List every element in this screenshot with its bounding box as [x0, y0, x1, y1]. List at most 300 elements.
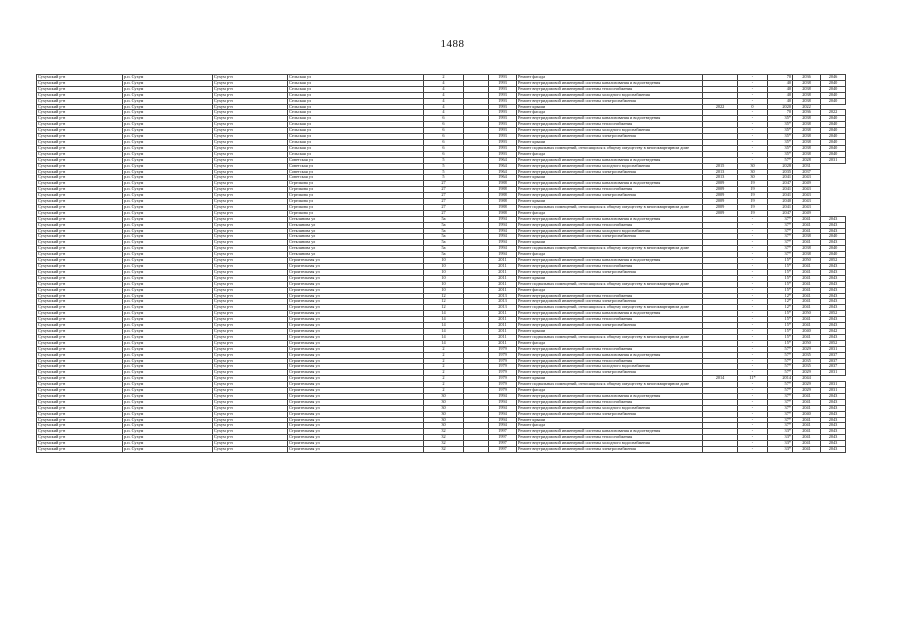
street-cell: Строительная ул [288, 323, 424, 329]
work-type-cell: Ремонт крыши [517, 376, 703, 382]
work-type-cell: Ремонт внутридомовой инженерной системы электроснабжения [517, 193, 703, 199]
municipality-cell: Сухум р-н [213, 305, 288, 311]
street-cell: Сельская ул [288, 128, 424, 134]
dash-cell: - [738, 388, 768, 394]
plan-start-cell: 2038 [793, 145, 821, 151]
settlement-cell: р.п. Сухум [123, 187, 213, 193]
dash-cell: - [738, 110, 768, 116]
build-year-cell: 1979 [489, 346, 517, 352]
settlement-cell: р.п. Сухум [123, 98, 213, 104]
street-cell: Стеклянова ул [288, 246, 424, 252]
district-cell: Сухумский р-н [37, 104, 123, 110]
street-cell: Стрелкова ул [288, 204, 424, 210]
municipality-cell: Сухум р-н [213, 358, 288, 364]
district-cell: Сухумский р-н [37, 364, 123, 370]
house-number-cell: 30 [424, 399, 464, 405]
dash-cell: - [738, 122, 768, 128]
work-type-cell: Ремонт внутридомовой инженерной системы канализования и водоотведения [517, 352, 703, 358]
last-repair-year-cell: 2015 [703, 163, 738, 169]
street-cell: Строительная ул [288, 370, 424, 376]
build-year-cell: 1994 [489, 417, 517, 423]
district-cell: Сухумский р-н [37, 447, 123, 453]
district-cell: Сухумский р-н [37, 139, 123, 145]
plan-end-cell: 2031 [821, 157, 846, 163]
street-cell: Сельская ул [288, 110, 424, 116]
work-type-cell: Ремонт крыши [517, 104, 703, 110]
settlement-cell: р.п. Сухум [123, 317, 213, 323]
last-repair-year-cell: 2013 [703, 169, 738, 175]
dash-cell: - [738, 346, 768, 352]
plan-start-cell: 2029 [793, 388, 821, 394]
dash-cell: - [738, 287, 768, 293]
settlement-cell: р.п. Сухум [123, 75, 213, 81]
district-cell: Сухумский р-н [37, 281, 123, 287]
district-cell: Сухумский р-н [37, 116, 123, 122]
house-number-cell: 12 [424, 305, 464, 311]
work-type-cell: Ремонт фасада [517, 388, 703, 394]
municipality-cell: Сухум р-н [213, 216, 288, 222]
municipality-cell: Сухум р-н [213, 429, 288, 435]
plan-start-cell: 2038 [793, 116, 821, 122]
wear-cell: 37* [768, 423, 793, 429]
street-cell: Строительная ул [288, 405, 424, 411]
plan-start-cell: 2041 [793, 281, 821, 287]
build-year-cell: 1993 [489, 80, 517, 86]
street-cell: Строительная ул [288, 364, 424, 370]
house-number-cell: 2 [424, 346, 464, 352]
house-number-cell: 2 [424, 376, 464, 382]
wear-cell: 37* [768, 252, 793, 258]
build-year-cell: 1964 [489, 163, 517, 169]
wear-cell: 35* [768, 151, 793, 157]
street-cell: Строительная ул [288, 447, 424, 453]
wear-cell: 33* [768, 447, 793, 453]
work-type-cell: Ремонт внутридомовой инженерной системы электроснабжения [517, 98, 703, 104]
work-type-cell: Ремонт фасада [517, 151, 703, 157]
plan-end-cell: 2043 [821, 399, 846, 405]
plan-end-cell: 2046 [821, 75, 846, 81]
build-year-cell: 2011 [489, 328, 517, 334]
work-type-cell: Ремонт внутридомовой инженерной системы холодного водоснабжения [517, 128, 703, 134]
house-number-cell: 4 [424, 92, 464, 98]
dash-cell: - [738, 328, 768, 334]
wear-cell: 35* [768, 122, 793, 128]
house-number-cell: 5а [424, 252, 464, 258]
work-type-cell: Ремонт подвальных помещений, относящихся к общему имуществу в многоквартирном доме [517, 145, 703, 151]
house-number-cell: 10 [424, 269, 464, 275]
house-number-cell: 2 [424, 382, 464, 388]
settlement-cell: р.п. Сухум [123, 429, 213, 435]
wear-cell: 57* [768, 346, 793, 352]
dash-cell: 30 [738, 175, 768, 181]
street-cell: Строительная ул [288, 264, 424, 270]
plan-start-cell: 2038 [793, 234, 821, 240]
district-cell: Сухумский р-н [37, 293, 123, 299]
build-year-cell: 1988 [489, 193, 517, 199]
plan-start-cell: 2043 [793, 187, 821, 193]
build-year-cell: 1979 [489, 388, 517, 394]
work-type-cell: Ремонт крыши [517, 199, 703, 205]
work-type-cell: Ремонт внутридомовой инженерной системы теплоснабжения [517, 86, 703, 92]
work-type-cell: Ремонт внутридомовой инженерной системы электроснабжения [517, 134, 703, 140]
settlement-cell: р.п. Сухум [123, 311, 213, 317]
wear-cell: 15* [768, 317, 793, 323]
build-year-cell: 1993 [489, 151, 517, 157]
municipality-cell: Сухум р-н [213, 364, 288, 370]
dash-cell: - [738, 382, 768, 388]
district-cell: Сухумский р-н [37, 75, 123, 81]
dash-cell: - [738, 222, 768, 228]
wear-cell: 40 [768, 98, 793, 104]
district-cell: Сухумский р-н [37, 358, 123, 364]
district-cell: Сухумский р-н [37, 423, 123, 429]
district-cell: Сухумский р-н [37, 128, 123, 134]
plan-end-cell: 2040 [821, 151, 846, 157]
house-number-cell: 6 [424, 122, 464, 128]
plan-end-cell: 2052 [821, 340, 846, 346]
wear-cell: 57* [768, 352, 793, 358]
build-year-cell: 1993 [489, 139, 517, 145]
settlement-cell: р.п. Сухум [123, 175, 213, 181]
plan-start-cell: 2041 [793, 417, 821, 423]
house-number-cell: 4 [424, 86, 464, 92]
build-year-cell: 1997 [489, 447, 517, 453]
wear-cell: 37* [768, 411, 793, 417]
settlement-cell: р.п. Сухум [123, 169, 213, 175]
wear-cell: 33* [768, 441, 793, 447]
work-type-cell: Ремонт внутридомовой инженерной системы теплоснабжения [517, 264, 703, 270]
work-type-cell: Ремонт внутридомовой инженерной системы теплоснабжения [517, 435, 703, 441]
plan-start-cell: 2041 [793, 435, 821, 441]
last-repair-year-cell: 2009 [703, 204, 738, 210]
dash-cell: 30 [738, 163, 768, 169]
settlement-cell: р.п. Сухум [123, 210, 213, 216]
district-cell: Сухумский р-н [37, 98, 123, 104]
settlement-cell: р.п. Сухум [123, 382, 213, 388]
plan-end-cell: 2043 [821, 393, 846, 399]
build-year-cell: 2013 [489, 299, 517, 305]
work-type-cell: Ремонт внутридомовой инженерной системы теплоснабжения [517, 346, 703, 352]
dash-cell: - [738, 92, 768, 98]
settlement-cell: р.п. Сухум [123, 411, 213, 417]
house-number-cell: 30 [424, 405, 464, 411]
house-number-cell: 6 [424, 128, 464, 134]
street-cell: Стрелкова ул [288, 181, 424, 187]
plan-start-cell: 2035 [793, 364, 821, 370]
plan-end-cell: 2043 [821, 417, 846, 423]
plan-start-cell: 2038 [793, 128, 821, 134]
build-year-cell: 1997 [489, 441, 517, 447]
plan-end-cell: 2043 [821, 222, 846, 228]
district-cell: Сухумский р-н [37, 388, 123, 394]
dash-cell: 11* [738, 376, 768, 382]
work-type-cell: Ремонт внутридомовой инженерной системы теплоснабжения [517, 317, 703, 323]
wear-cell: 37* [768, 393, 793, 399]
plan-start-cell: 2041 [793, 305, 821, 311]
plan-start-cell: 2050 [793, 311, 821, 317]
plan-end-cell: 2022 [821, 110, 846, 116]
settlement-cell: р.п. Сухум [123, 323, 213, 329]
work-type-cell: Ремонт внутридомовой инженерной системы холодного водоснабжения [517, 441, 703, 447]
work-type-cell: Ремонт внутридомовой инженерной системы канализования и водоотведения [517, 157, 703, 163]
municipality-cell: Сухум р-н [213, 169, 288, 175]
wear-cell: 15* [768, 340, 793, 346]
dash-cell: - [738, 340, 768, 346]
street-cell: Стрелкова ул [288, 199, 424, 205]
municipality-cell: Сухум р-н [213, 376, 288, 382]
wear-cell: 2020 [768, 104, 793, 110]
settlement-cell: р.п. Сухум [123, 287, 213, 293]
plan-start-cell: 2041 [793, 216, 821, 222]
build-year-cell: 1993 [489, 75, 517, 81]
wear-cell: 57* [768, 382, 793, 388]
municipality-cell: Сухум р-н [213, 299, 288, 305]
work-type-cell: Ремонт подвальных помещений, относящихся к общему имуществу в многоквартирном доме [517, 305, 703, 311]
settlement-cell: р.п. Сухум [123, 240, 213, 246]
plan-end-cell: 2037 [821, 358, 846, 364]
settlement-cell: р.п. Сухум [123, 334, 213, 340]
last-repair-year-cell: 2009 [703, 193, 738, 199]
house-number-cell: 30 [424, 411, 464, 417]
house-number-cell: 6 [424, 139, 464, 145]
district-cell: Сухумский р-н [37, 317, 123, 323]
settlement-cell: р.п. Сухум [123, 151, 213, 157]
dash-cell: - [738, 423, 768, 429]
dash-cell: - [738, 447, 768, 453]
district-cell: Сухумский р-н [37, 181, 123, 187]
plan-end-cell: 2040 [821, 116, 846, 122]
house-number-cell: 4 [424, 80, 464, 86]
settlement-cell: р.п. Сухум [123, 399, 213, 405]
build-year-cell: 1988 [489, 210, 517, 216]
street-cell: Сельская ул [288, 134, 424, 140]
dash-cell: - [738, 246, 768, 252]
plan-start-cell: 2038 [793, 92, 821, 98]
street-cell: Строительная ул [288, 258, 424, 264]
municipality-cell: Сухум р-н [213, 287, 288, 293]
settlement-cell: р.п. Сухум [123, 417, 213, 423]
street-cell: Советская ул [288, 175, 424, 181]
plan-end-cell: 2043 [821, 287, 846, 293]
municipality-cell: Сухум р-н [213, 340, 288, 346]
municipality-cell: Сухум р-н [213, 157, 288, 163]
plan-start-cell: 2041 [793, 299, 821, 305]
settlement-cell: р.п. Сухум [123, 293, 213, 299]
house-number-cell: 5а [424, 228, 464, 234]
build-year-cell: 1993 [489, 122, 517, 128]
work-type-cell: Ремонт внутридомовой инженерной системы канализования и водоотведения [517, 311, 703, 317]
plan-start-cell: 2041 [793, 222, 821, 228]
district-cell: Сухумский р-н [37, 258, 123, 264]
settlement-cell: р.п. Сухум [123, 199, 213, 205]
build-year-cell: 1993 [489, 110, 517, 116]
wear-cell: 37* [768, 417, 793, 423]
district-cell: Сухумский р-н [37, 370, 123, 376]
house-number-cell: 14 [424, 323, 464, 329]
street-cell: Строительная ул [288, 275, 424, 281]
dash-cell: - [738, 299, 768, 305]
house-number-cell: 2 [424, 358, 464, 364]
wear-cell: 37* [768, 405, 793, 411]
street-cell: Сельская ул [288, 98, 424, 104]
street-cell: Строительная ул [288, 423, 424, 429]
dash-cell: - [738, 264, 768, 270]
municipality-cell: Сухум р-н [213, 258, 288, 264]
house-number-cell: 27 [424, 210, 464, 216]
wear-cell: 15* [768, 287, 793, 293]
wear-cell: 33* [768, 429, 793, 435]
municipality-cell: Сухум р-н [213, 163, 288, 169]
plan-end-cell: 2043 [821, 281, 846, 287]
street-cell: Строительная ул [288, 311, 424, 317]
district-cell: Сухумский р-н [37, 228, 123, 234]
dash-cell: 19 [738, 210, 768, 216]
municipality-cell: Сухум р-н [213, 110, 288, 116]
settlement-cell: р.п. Сухум [123, 393, 213, 399]
work-type-cell: Ремонт внутридомовой инженерной системы канализования и водоотведения [517, 181, 703, 187]
work-type-cell: Ремонт внутридомовой инженерной системы канализования и водоотведения [517, 216, 703, 222]
build-year-cell: 1988 [489, 181, 517, 187]
district-cell: Сухумский р-н [37, 204, 123, 210]
wear-cell: 35* [768, 128, 793, 134]
plan-start-cell: 2043 [793, 204, 821, 210]
build-year-cell: 1994 [489, 222, 517, 228]
district-cell: Сухумский р-н [37, 352, 123, 358]
street-cell: Стеклянова ул [288, 234, 424, 240]
house-number-cell: 27 [424, 204, 464, 210]
work-type-cell: Ремонт фасада [517, 423, 703, 429]
wear-cell: 57* [768, 157, 793, 163]
street-cell: Строительная ул [288, 429, 424, 435]
build-year-cell: 2013 [489, 305, 517, 311]
page-number: 1488 [440, 38, 465, 50]
district-cell: Сухумский р-н [37, 216, 123, 222]
settlement-cell: р.п. Сухум [123, 193, 213, 199]
wear-cell: 15* [768, 269, 793, 275]
dash-cell: - [738, 405, 768, 411]
house-number-cell: 5 [424, 169, 464, 175]
dash-cell: - [738, 311, 768, 317]
plan-end-cell: 2031 [821, 382, 846, 388]
house-number-cell: 2 [424, 364, 464, 370]
plan-start-cell: 2050 [793, 258, 821, 264]
plan-end-cell: 2043 [821, 305, 846, 311]
house-number-cell: 5 [424, 175, 464, 181]
build-year-cell: 2011 [489, 264, 517, 270]
plan-end-cell: 2043 [821, 240, 846, 246]
build-year-cell: 1997 [489, 435, 517, 441]
dash-cell: - [738, 334, 768, 340]
dash-cell: - [738, 75, 768, 81]
build-year-cell: 1993 [489, 86, 517, 92]
settlement-cell: р.п. Сухум [123, 92, 213, 98]
dash-cell: - [738, 151, 768, 157]
settlement-cell: р.п. Сухум [123, 258, 213, 264]
work-type-cell: Ремонт внутридомовой инженерной системы теплоснабжения [517, 122, 703, 128]
district-cell: Сухумский р-н [37, 429, 123, 435]
district-cell: Сухумский р-н [37, 305, 123, 311]
district-cell: Сухумский р-н [37, 346, 123, 352]
house-number-cell: 6 [424, 145, 464, 151]
build-year-cell: 1964 [489, 175, 517, 181]
house-number-cell: 32 [424, 429, 464, 435]
settlement-cell: р.п. Сухум [123, 80, 213, 86]
dash-cell: - [738, 393, 768, 399]
dash-cell: - [738, 364, 768, 370]
build-year-cell: 2011 [489, 311, 517, 317]
house-number-cell: 32 [424, 447, 464, 453]
build-year-cell: 1964 [489, 169, 517, 175]
municipality-cell: Сухум р-н [213, 370, 288, 376]
district-cell: Сухумский р-н [37, 376, 123, 382]
plan-end-cell: 2040 [821, 122, 846, 128]
dash-cell: - [738, 258, 768, 264]
house-number-cell: 30 [424, 417, 464, 423]
work-type-cell: Ремонт крыши [517, 175, 703, 181]
street-cell: Строительная ул [288, 441, 424, 447]
build-year-cell: 2011 [489, 258, 517, 264]
settlement-cell: р.п. Сухум [123, 139, 213, 145]
street-cell: Стрелкова ул [288, 187, 424, 193]
street-cell: Строительная ул [288, 417, 424, 423]
last-repair-year-cell: 2022 [703, 104, 738, 110]
settlement-cell: р.п. Сухум [123, 110, 213, 116]
district-cell: Сухумский р-н [37, 311, 123, 317]
district-cell: Сухумский р-н [37, 441, 123, 447]
plan-start-cell: 2022 [793, 104, 821, 110]
settlement-cell: р.п. Сухум [123, 405, 213, 411]
settlement-cell: р.п. Сухум [123, 216, 213, 222]
wear-cell: 57* [768, 370, 793, 376]
district-cell: Сухумский р-н [37, 334, 123, 340]
last-repair-year-cell: 2013 [703, 175, 738, 181]
district-cell: Сухумский р-н [37, 86, 123, 92]
plan-start-cell: 2031 [793, 163, 821, 169]
house-number-cell: 5а [424, 216, 464, 222]
plan-end-cell: 2043 [821, 334, 846, 340]
street-cell: Строительная ул [288, 334, 424, 340]
district-cell: Сухумский р-н [37, 199, 123, 205]
municipality-cell: Сухум р-н [213, 187, 288, 193]
work-type-cell: Ремонт фасада [517, 210, 703, 216]
plan-start-cell: 2041 [793, 317, 821, 323]
wear-cell: 15* [768, 311, 793, 317]
wear-cell: 37* [768, 228, 793, 234]
build-year-cell: 1979 [489, 370, 517, 376]
work-type-cell: Ремонт внутридомовой инженерной системы электроснабжения [517, 323, 703, 329]
street-cell: Строительная ул [288, 305, 424, 311]
settlement-cell: р.п. Сухум [123, 269, 213, 275]
district-cell: Сухумский р-н [37, 110, 123, 116]
wear-cell: 35* [768, 116, 793, 122]
house-number-cell: 4 [424, 110, 464, 116]
settlement-cell: р.п. Сухум [123, 275, 213, 281]
build-year-cell: 2011 [489, 334, 517, 340]
district-cell: Сухумский р-н [37, 287, 123, 293]
work-type-cell: Ремонт внутридомовой инженерной системы канализования и водоотведения [517, 393, 703, 399]
settlement-cell: р.п. Сухум [123, 364, 213, 370]
work-type-cell: Ремонт подвальных помещений, относящихся к общему имуществу в многоквартирном доме [517, 334, 703, 340]
street-cell: Строительная ул [288, 411, 424, 417]
district-cell: Сухумский р-н [37, 187, 123, 193]
work-type-cell: Ремонт внутридомовой инженерной системы холодного водоснабжения [517, 228, 703, 234]
settlement-cell: р.п. Сухум [123, 246, 213, 252]
municipality-cell: Сухум р-н [213, 252, 288, 258]
district-cell: Сухумский р-н [37, 405, 123, 411]
street-cell: Строительная ул [288, 399, 424, 405]
plan-end-cell: 2031 [821, 370, 846, 376]
street-cell: Сельская ул [288, 104, 424, 110]
